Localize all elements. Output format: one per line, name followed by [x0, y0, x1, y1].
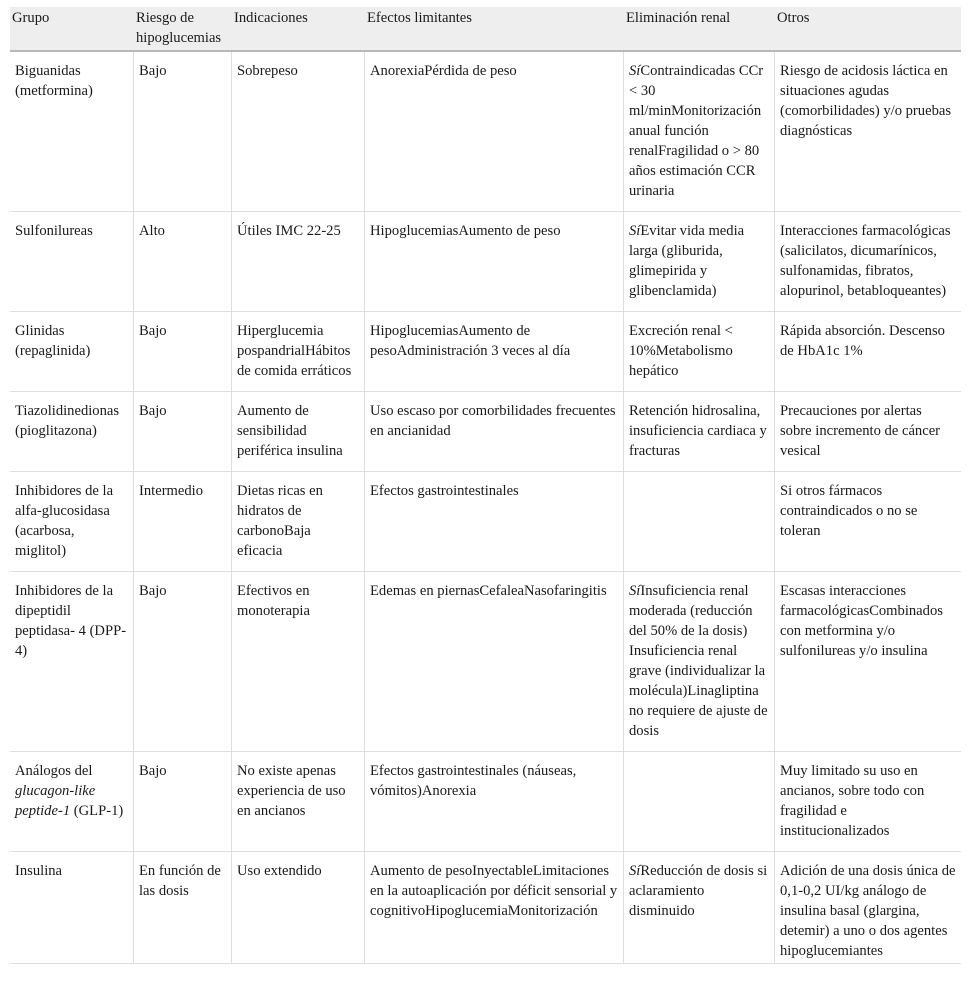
table-row [10, 572, 961, 752]
eliminacion-text: Contraindicadas CCr < 30 ml/minMonitorización anual función renalFragilidad o > 80 años estimación CCR urinaria [629, 63, 764, 199]
cell-indicaciones: Efectivos en monoterapia [232, 572, 365, 752]
cell-otros: Riesgo de acidosis láctica en situaciones agudas (comorbilidades) y/o pruebas diagnósticas [775, 52, 961, 212]
cell-riesgo: Bajo [134, 752, 232, 852]
cell-indicaciones: No existe apenas experiencia de uso en ancianos [232, 752, 365, 852]
cell-otros: Precauciones por alertas sobre incremento de cáncer vesical [775, 392, 961, 472]
eliminacion-text: Reducción de dosis si aclaramiento disminuido [629, 863, 768, 919]
cell-otros: Rápida absorción. Descenso de HbA1c 1% [775, 312, 961, 392]
grupo-italic-text: glucagon-like peptide-1 [15, 783, 96, 819]
cell-riesgo: Bajo [134, 52, 232, 212]
table-row [10, 472, 961, 572]
cell-indicaciones: Dietas ricas en hidratos de carbonoBaja eficacia [232, 472, 365, 572]
cell-grupo: Biguanidas (metformina) [10, 52, 134, 212]
table-row [10, 852, 961, 964]
table-row [10, 52, 961, 212]
cell-efectos: Uso escaso por comorbilidades frecuentes en ancianidad [365, 392, 624, 472]
eliminacion-text: Excreción renal < 10%Metabolismo hepático [629, 323, 733, 379]
grupo-text-suffix: (GLP-1) [70, 803, 124, 819]
eliminacion-prefix: Sí [629, 223, 641, 239]
eliminacion-prefix: Sí [629, 63, 641, 79]
cell-otros: Muy limitado su uso en ancianos, sobre todo con fragilidad e institucionalizados [775, 752, 961, 852]
eliminacion-text: Evitar vida media larga (gliburida, glimepirida y glibenclamida) [629, 223, 745, 299]
header-grupo: Grupo [10, 7, 134, 52]
cell-eliminacion [624, 852, 775, 964]
cell-grupo: Inhibidores de la dipeptidil peptidasa- 4 (DPP-4) [10, 572, 134, 752]
cell-otros: Interacciones farmacológicas (salicilatos, dicumarínicos, sulfonamidas, fibratos, alopurinol, betabloqueantes) [775, 212, 961, 312]
grupo-text: Análogos del [15, 763, 93, 779]
cell-eliminacion [624, 572, 775, 752]
cell-otros: Escasas interacciones farmacológicasCombinados con metformina y/o sulfonilureas y/o insulina [775, 572, 961, 752]
table-row [10, 392, 961, 472]
cell-eliminacion [624, 752, 775, 852]
cell-eliminacion [624, 392, 775, 472]
cell-efectos: Edemas en piernasCefaleaNasofaringitis [365, 572, 624, 752]
cell-efectos: Efectos gastrointestinales [365, 472, 624, 572]
cell-riesgo: Bajo [134, 572, 232, 752]
header-indicaciones: Indicaciones [232, 7, 365, 52]
table-row [10, 312, 961, 392]
cell-grupo: Sulfonilureas [10, 212, 134, 312]
cell-indicaciones: Útiles IMC 22-25 [232, 212, 365, 312]
header-otros: Otros [775, 7, 961, 52]
cell-indicaciones: Hiperglucemia pospandrialHábitos de comida erráticos [232, 312, 365, 392]
cell-grupo: Inhibidores de la alfa-glucosidasa (acarbosa, miglitol) [10, 472, 134, 572]
cell-riesgo: Bajo [134, 312, 232, 392]
cell-efectos: AnorexiaPérdida de peso [365, 52, 624, 212]
cell-eliminacion [624, 212, 775, 312]
cell-efectos: Aumento de pesoInyectableLimitaciones en la autoaplicación por déficit sensorial y cognitivoHipoglucemiaMonitorización [365, 852, 624, 964]
cell-grupo: Tiazolidinedionas (pioglitazona) [10, 392, 134, 472]
header-eliminacion: Eliminación renal [624, 7, 775, 52]
header-efectos: Efectos limitantes [365, 7, 624, 52]
cell-indicaciones: Uso extendido [232, 852, 365, 964]
drug-comparison-table [10, 7, 961, 964]
cell-grupo [10, 752, 134, 852]
cell-riesgo: Alto [134, 212, 232, 312]
table-header-row [10, 7, 961, 52]
cell-riesgo: Bajo [134, 392, 232, 472]
cell-indicaciones: Sobrepeso [232, 52, 365, 212]
cell-eliminacion [624, 312, 775, 392]
cell-riesgo: En función de las dosis [134, 852, 232, 964]
cell-efectos: Efectos gastrointestinales (náuseas, vómitos)Anorexia [365, 752, 624, 852]
cell-efectos: HipoglucemiasAumento de peso [365, 212, 624, 312]
cell-otros: Si otros fármacos contraindicados o no se toleran [775, 472, 961, 572]
cell-riesgo: Intermedio [134, 472, 232, 572]
header-riesgo: Riesgo de hipoglucemias [134, 7, 232, 52]
cell-eliminacion [624, 52, 775, 212]
table-row [10, 752, 961, 852]
cell-eliminacion [624, 472, 775, 572]
table-row [10, 212, 961, 312]
eliminacion-prefix: Sí [629, 863, 641, 879]
eliminacion-text: Insuficiencia renal moderada (reducción del 50% de la dosis) Insuficiencia renal grave (individualizar la molécula)Linagliptina no requiere de ajuste de dosis [629, 583, 768, 739]
cell-otros: Adición de una dosis única de 0,1-0,2 UI/kg análogo de insulina basal (glargina, detemir) a uno o dos agentes hipoglucemiantes [775, 852, 961, 964]
cell-efectos: HipoglucemiasAumento de pesoAdministración 3 veces al día [365, 312, 624, 392]
cell-indicaciones: Aumento de sensibilidad periférica insulina [232, 392, 365, 472]
eliminacion-prefix: Sí [629, 583, 641, 599]
cell-grupo: Glinidas (repaglinida) [10, 312, 134, 392]
eliminacion-text: Retención hidrosalina, insuficiencia cardiaca y fracturas [629, 403, 767, 459]
cell-grupo: Insulina [10, 852, 134, 964]
